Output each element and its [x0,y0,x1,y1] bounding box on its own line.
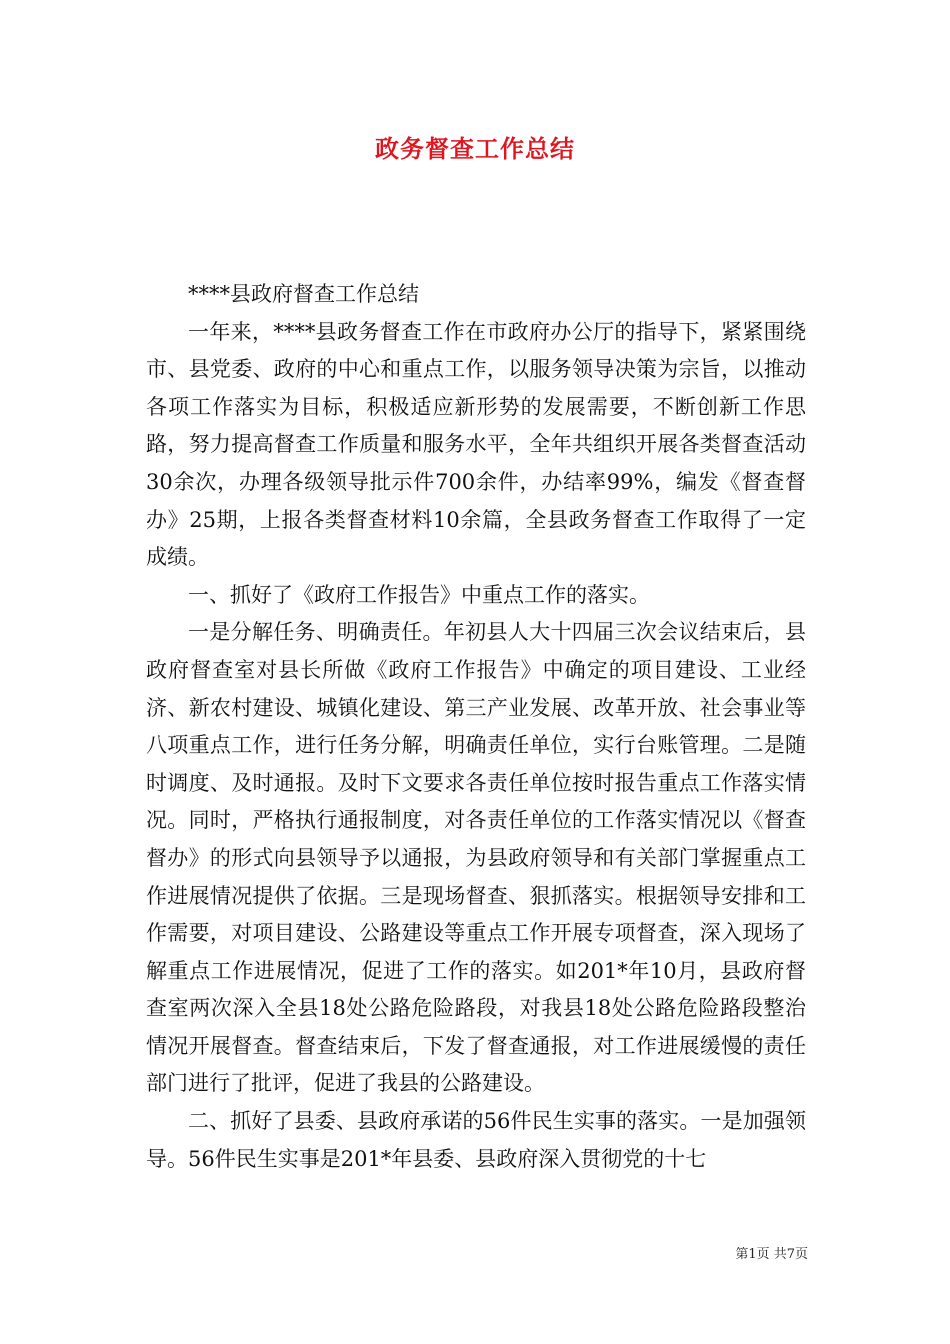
paragraph-section-1-body: 一是分解任务、明确责任。年初县人大十四届三次会议结束后，县政府督查室对县长所做《政府工作报告》中确定的项目建设、工业经济、新农村建设、城镇化建设、第三产业发展、改革开放、社会事业等八项重点工作，进行任务分解，明确责任单位，实行台账管理。二是随时调度、及时通报。及时下文要求各责任单位按时报告重点工作落实情况。同时，严格执行通报制度，对各责任单位的工作落实情况以《督查督办》的形式向县领导予以通报，为县政府领导和有关部门掌握重点工作进展情况提供了依据。三是现场督查、狠抓落实。根据领导安排和工作需要，对项目建设、公路建设等重点工作开展专项督查，深入现场了解重点工作进展情况，促进了工作的落实。如201*年10月，县政府督查室两次深入全县18处公路危险路段，对我县18处公路危险路段整治情况开展督查。督查结束后，下发了督查通报，对工作进展缓慢的责任部门进行了批评，促进了我县的公路建设。 [146,620,806,1096]
paragraph-section-2: 二、抓好了县委、县政府承诺的56件民生实事的落实。一是加强领导。56件民生实事是201*年县委、县政府深入贯彻党的十七 [146,1109,806,1171]
document-body [146,276,806,1178]
paragraph-intro: 一年来，****县政务督查工作在市政府办公厅的指导下，紧紧围绕市、县党委、政府的中心和重点工作，以服务领导决策为宗旨，以推动各项工作落实为目标，积极适应新形势的发展需要，不断创新工作思路，努力提高督查工作质量和服务水平，全年共组织开展各类督查活动30余次，办理各级领导批示件700余件，办结率99%，编发《督查督办》25期，上报各类督查材料10余篇，全县政务督查工作取得了一定成绩。 [146,319,806,570]
paragraph-subtitle: ****县政府督查工作总结 [188,282,419,306]
paragraph-section-1-heading: 一、抓好了《政府工作报告》中重点工作的落实。 [188,582,650,607]
page-number-footer: 第1页 共7页 [735,1247,808,1262]
document-title: 政务督查工作总结 [375,135,575,163]
